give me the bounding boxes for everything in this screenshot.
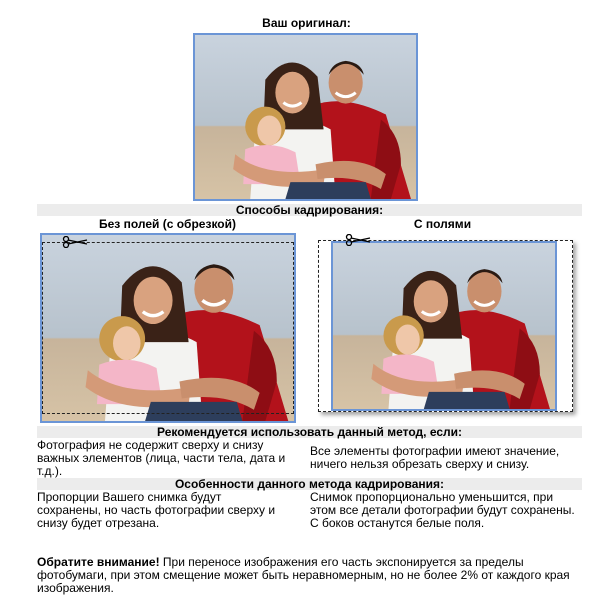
- margins-photo: [331, 241, 557, 411]
- note-strong: Обратите внимание!: [37, 555, 160, 569]
- original-title: Ваш оригинал:: [262, 16, 351, 30]
- features-title: Особенности данного метода кадрирования:: [174, 477, 445, 491]
- no-margins-label: Без полей (с обрезкой): [99, 217, 236, 231]
- scissors-icon: [62, 236, 88, 248]
- scissors-icon: [345, 234, 371, 246]
- features-left: Пропорции Вашего снимка будут сохранены, но часть фотографии сверху и снизу будет отрезана.: [37, 490, 276, 530]
- note: [37, 556, 587, 595]
- crop-frame-left: [42, 242, 294, 414]
- recommend-right: Все элементы фотографии имеют значение, ничего нельзя обрезать сверху и снизу.: [310, 444, 560, 471]
- recommend-left: Фотография не содержит сверху и снизу важных элементов (лица, части тела, дата и т.д.).: [37, 438, 286, 478]
- methods-title: Способы кадрирования:: [235, 203, 384, 217]
- note-text: При переносе изображения его часть экспонируется за пределы фотобумаги, при этом смещение может быть неравномерным, но не более 2% от каждого края изображения.: [37, 555, 570, 595]
- original-photo: [193, 33, 418, 201]
- with-margins-label: С полями: [413, 217, 472, 231]
- features-right: Снимок пропорционально уменьшится, при этом все детали фотографии будут сохранены. С боков останутся белые поля.: [310, 490, 575, 530]
- recommend-title: Рекомендуется использовать данный метод, если:: [156, 425, 463, 439]
